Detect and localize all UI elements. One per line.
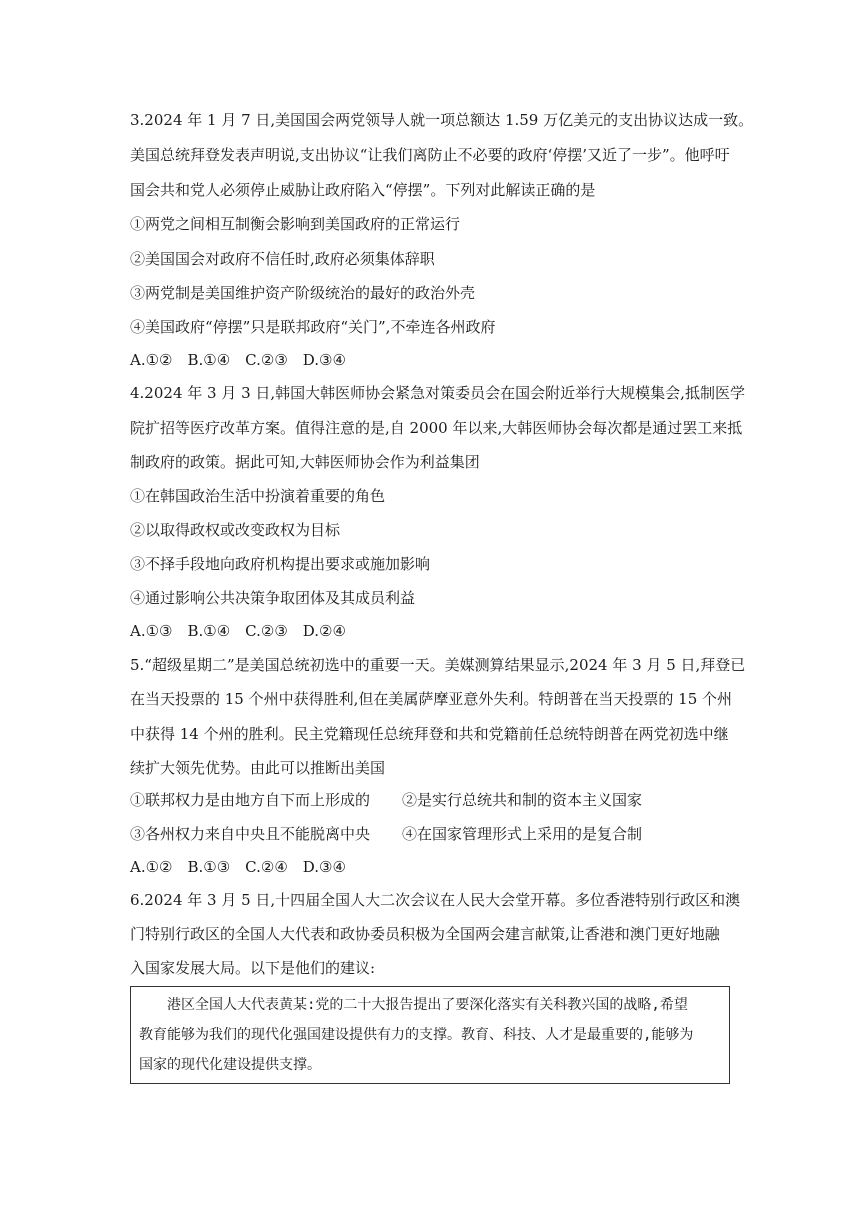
q4-item-3: ③不择手段地向政府机构提出要求或施加影响 [130, 555, 431, 573]
q5-stem-line-4: 续扩大领先优势。由此可以推断出美国 [130, 759, 386, 777]
q6-stem-line-3: 入国家发展大局。以下是他们的建议: [130, 959, 376, 977]
q4-stem-line-1: 4.2024 年 3 月 3 日,韩国大韩医师协会紧急对策委员会在国会附近举行大规模集会,抵制医学 [130, 384, 745, 402]
q4-options: A.①③ B.①④ C.②③ D.②④ [130, 622, 346, 640]
q3-item-1: ①两党之间相互制衡会影响到美国政府的正常运行 [130, 215, 461, 233]
q3-stem-line-3: 国会共和党人必须停止威胁让政府陷入“停摆”。下列对此解读正确的是 [130, 181, 596, 199]
q3-item-3: ③两党制是美国维护资产阶级统治的最好的政治外壳 [130, 284, 476, 302]
q3-item-2: ②美国国会对政府不信任时,政府必须集体辞职 [130, 250, 435, 268]
q6-stem-line-2: 门特别行政区的全国人大代表和政协委员积极为全国两会建言献策,让香港和澳门更好地融 [130, 925, 720, 943]
q6-quote-line-3: 国家的现代化建设提供支撑。 [139, 1057, 321, 1073]
q5-item-1: ①联邦权力是由地方自下而上形成的 [130, 791, 371, 809]
q4-item-2: ②以取得政权或改变政权为目标 [130, 521, 341, 539]
q5-item-2: ②是实行总统共和制的资本主义国家 [402, 791, 643, 809]
q4-item-4: ④通过影响公共决策争取团体及其成员利益 [130, 589, 416, 607]
q3-stem-line-2: 美国总统拜登发表声明说,支出协议“让我们离防止不必要的政府‘停摆’又近了一步”。他呼吁 [130, 146, 730, 164]
q5-stem-line-3: 中获得 14 个州的胜利。民主党籍现任总统拜登和共和党籍前任总统特朗普在两党初选中继 [130, 725, 729, 743]
q5-item-4: ④在国家管理形式上采用的是复合制 [402, 825, 643, 843]
q6-quote-line-2: 教育能够为我们的现代化强国建设提供有力的支撑。教育、科技、人才是最重要的,能够为 [139, 1027, 694, 1043]
q5-items-row-1 [130, 790, 642, 810]
q5-items-row-2 [130, 824, 642, 844]
q5-stem-line-2: 在当天投票的 15 个州中获得胜利,但在美属萨摩亚意外失利。特朗普在当天投票的 15 个州 [130, 690, 733, 708]
q5-stem-line-1: 5.“超级星期二”是美国总统初选中的重要一天。美媒测算结果显示,2024 年 3 月 5 日,拜登已 [130, 656, 746, 674]
q6-quote-line-1: 港区全国人大代表黄某:党的二十大报告提出了要深化落实有关科教兴国的战略,希望 [139, 997, 688, 1013]
q4-item-1: ①在韩国政治生活中扮演着重要的角色 [130, 487, 386, 505]
q3-item-4: ④美国政府“停摆”只是联邦政府“关门”,不牵连各州政府 [130, 318, 496, 336]
q3-stem-line-1: 3.2024 年 1 月 7 日,美国国会两党领导人就一项总额达 1.59 万亿美元的支出协议达成一致。 [130, 111, 754, 129]
q5-options: A.①② B.①③ C.②④ D.③④ [130, 858, 346, 876]
q4-stem-line-3: 制政府的政策。据此可知,大韩医师协会作为利益集团 [130, 453, 480, 471]
q5-item-3: ③各州权力来自中央且不能脱离中央 [130, 825, 371, 843]
q6-stem-line-1: 6.2024 年 3 月 5 日,十四届全国人大二次会议在人民大会堂开幕。多位香港特别行政区和澳 [130, 891, 741, 909]
q3-options: A.①② B.①④ C.②③ D.③④ [130, 351, 346, 369]
q4-stem-line-2: 院扩招等医疗改革方案。值得注意的是,自 2000 年以来,大韩医师协会每次都是通过罢工来抵 [130, 419, 743, 437]
q6-quote-box [130, 986, 730, 1084]
